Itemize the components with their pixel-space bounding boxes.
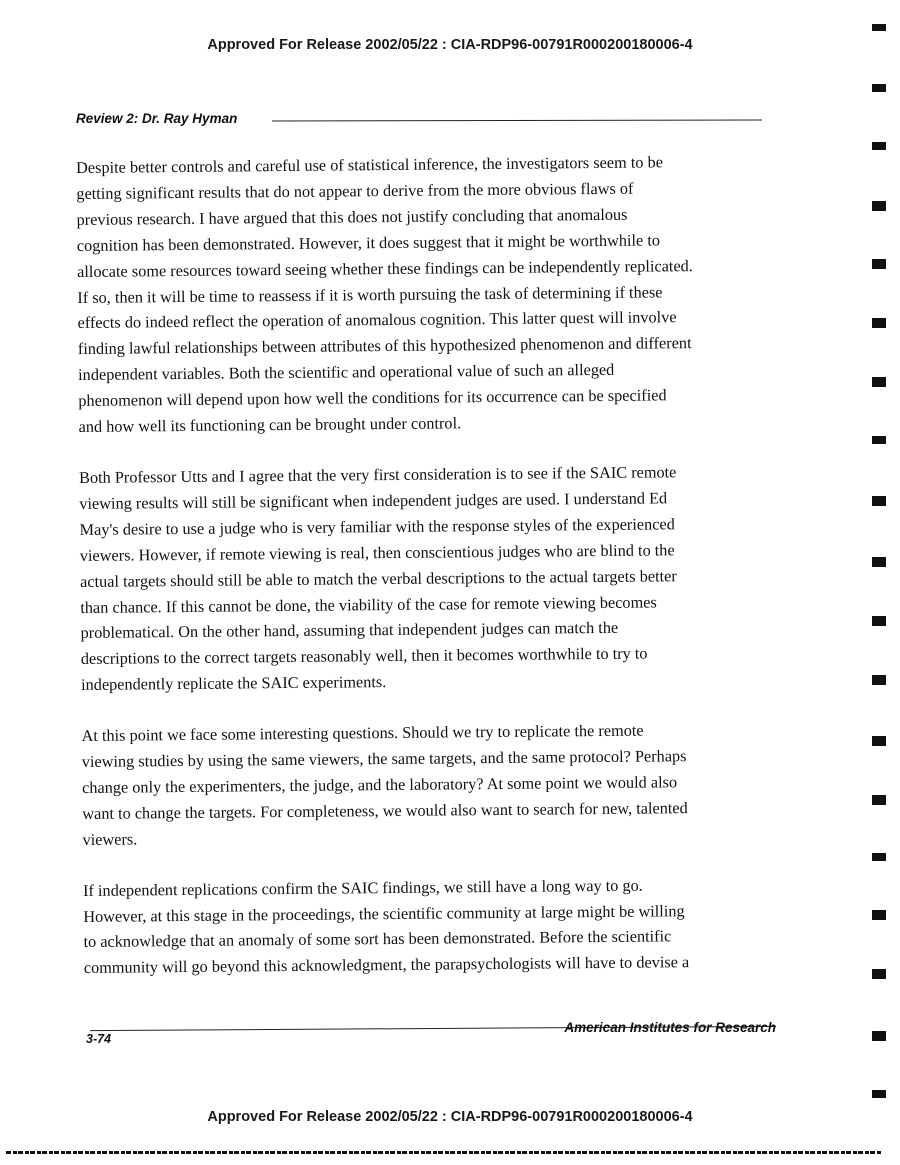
text-line: viewers. xyxy=(82,829,138,849)
text-line: change only the experimenters, the judge, and the laboratory? At some point we would also xyxy=(81,772,678,797)
scan-artifact xyxy=(872,142,886,150)
scan-artifact xyxy=(872,496,886,506)
text-line: and how well its functioning can be brought under control. xyxy=(78,413,462,437)
text-line: Despite better controls and careful use of statistical inference, the investigators seem to be xyxy=(76,152,664,177)
text-line: than chance. If this cannot be done, the viability of the case for remote viewing becomes xyxy=(80,591,657,617)
text-line: viewing studies by using the same viewers, the same targets, and the same protocol? Perhaps xyxy=(81,746,687,772)
scan-artifact xyxy=(872,557,886,567)
release-notice-bottom: Approved For Release 2002/05/22 : CIA-RDP96-00791R000200180006-4 xyxy=(207,1109,693,1125)
scan-artifact xyxy=(872,1090,886,1098)
text-line: problematical. On the other hand, assuming that independent judges can match the xyxy=(80,618,619,643)
paragraph-3 xyxy=(81,716,782,852)
publisher-name: American Institutes for Research xyxy=(564,1020,776,1035)
release-notice-top: Approved For Release 2002/05/22 : CIA-RDP96-00791R000200180006-4 xyxy=(207,37,693,53)
text-line: If so, then it will be time to reassess if it is worth pursuing the task of determining if these xyxy=(77,281,663,307)
scan-artifact xyxy=(872,853,886,861)
scan-artifact xyxy=(872,259,886,269)
text-line: finding lawful relationships between attributes of this hypothesized phenomenon and different xyxy=(77,333,692,359)
scan-artifact xyxy=(872,436,886,444)
scan-artifact xyxy=(872,910,886,920)
text-line: At this point we face some interesting questions. Should we try to replicate the remote xyxy=(81,720,644,746)
text-line: descriptions to the correct targets reasonably well, then it becomes worthwhile to try to xyxy=(80,643,648,669)
text-line: getting significant results that do not appear to derive from the more obvious flaws of xyxy=(76,178,634,203)
text-line: independently replicate the SAIC experiments. xyxy=(80,672,387,695)
scan-artifact xyxy=(872,24,886,31)
text-line: effects do indeed reflect the operation of anomalous cognition. This latter quest will involve xyxy=(77,307,677,333)
header-rule xyxy=(272,119,762,121)
scan-strip xyxy=(6,1151,882,1154)
body-text xyxy=(76,148,784,1006)
paragraph-1 xyxy=(76,148,779,440)
text-line: to acknowledge that an anomaly of some sort has been demonstrated. Before the scientific xyxy=(83,926,672,952)
paragraph-4 xyxy=(83,871,784,981)
paragraph-2 xyxy=(79,458,781,698)
text-line: want to change the targets. For completeness, we would also want to search for new, talented xyxy=(82,798,688,823)
text-line: However, at this stage in the proceedings, the scientific community at large might be willing xyxy=(83,900,685,926)
text-line: phenomenon will depend upon how well the conditions for its occurrence can be specified xyxy=(78,385,667,411)
text-line: previous research. I have argued that this does not justify concluding that anomalous xyxy=(76,204,628,229)
scan-artifact xyxy=(872,795,886,805)
text-line: viewing results will still be significant when independent judges are used. I understand Ed xyxy=(79,488,668,513)
review-header: Review 2: Dr. Ray Hyman xyxy=(76,111,238,126)
text-line: actual targets should still be able to match the verbal descriptions to the actual targets better xyxy=(79,565,677,591)
text-line: Both Professor Utts and I agree that the very first consideration is to see if the SAIC remote xyxy=(79,462,677,487)
text-line: allocate some resources toward seeing whether these findings can be independently replicated. xyxy=(77,255,693,281)
text-line: community will go beyond this acknowledgment, the parapsychologists will have to devise a xyxy=(83,952,690,978)
scan-artifact xyxy=(872,1031,886,1041)
scan-artifact xyxy=(872,675,886,685)
text-line: viewers. However, if remote viewing is real, then conscientious judges who are blind to the xyxy=(79,539,675,565)
scan-artifact xyxy=(872,201,886,211)
page-number: 3-74 xyxy=(86,1032,112,1046)
text-line: May's desire to use a judge who is very familiar with the response styles of the experienced xyxy=(79,514,675,539)
scan-artifact xyxy=(872,969,886,979)
text-line: cognition has been demonstrated. However, it does suggest that it might be worthwhile to xyxy=(76,230,661,255)
scan-artifact xyxy=(872,616,886,626)
scan-artifact xyxy=(872,84,886,92)
scan-artifact xyxy=(872,377,886,387)
scan-artifact xyxy=(872,736,886,746)
text-line: independent variables. Both the scientific and operational value of such an alleged xyxy=(78,360,615,385)
text-line: If independent replications confirm the SAIC findings, we still have a long way to go. xyxy=(82,875,643,900)
scan-artifact xyxy=(872,318,886,328)
